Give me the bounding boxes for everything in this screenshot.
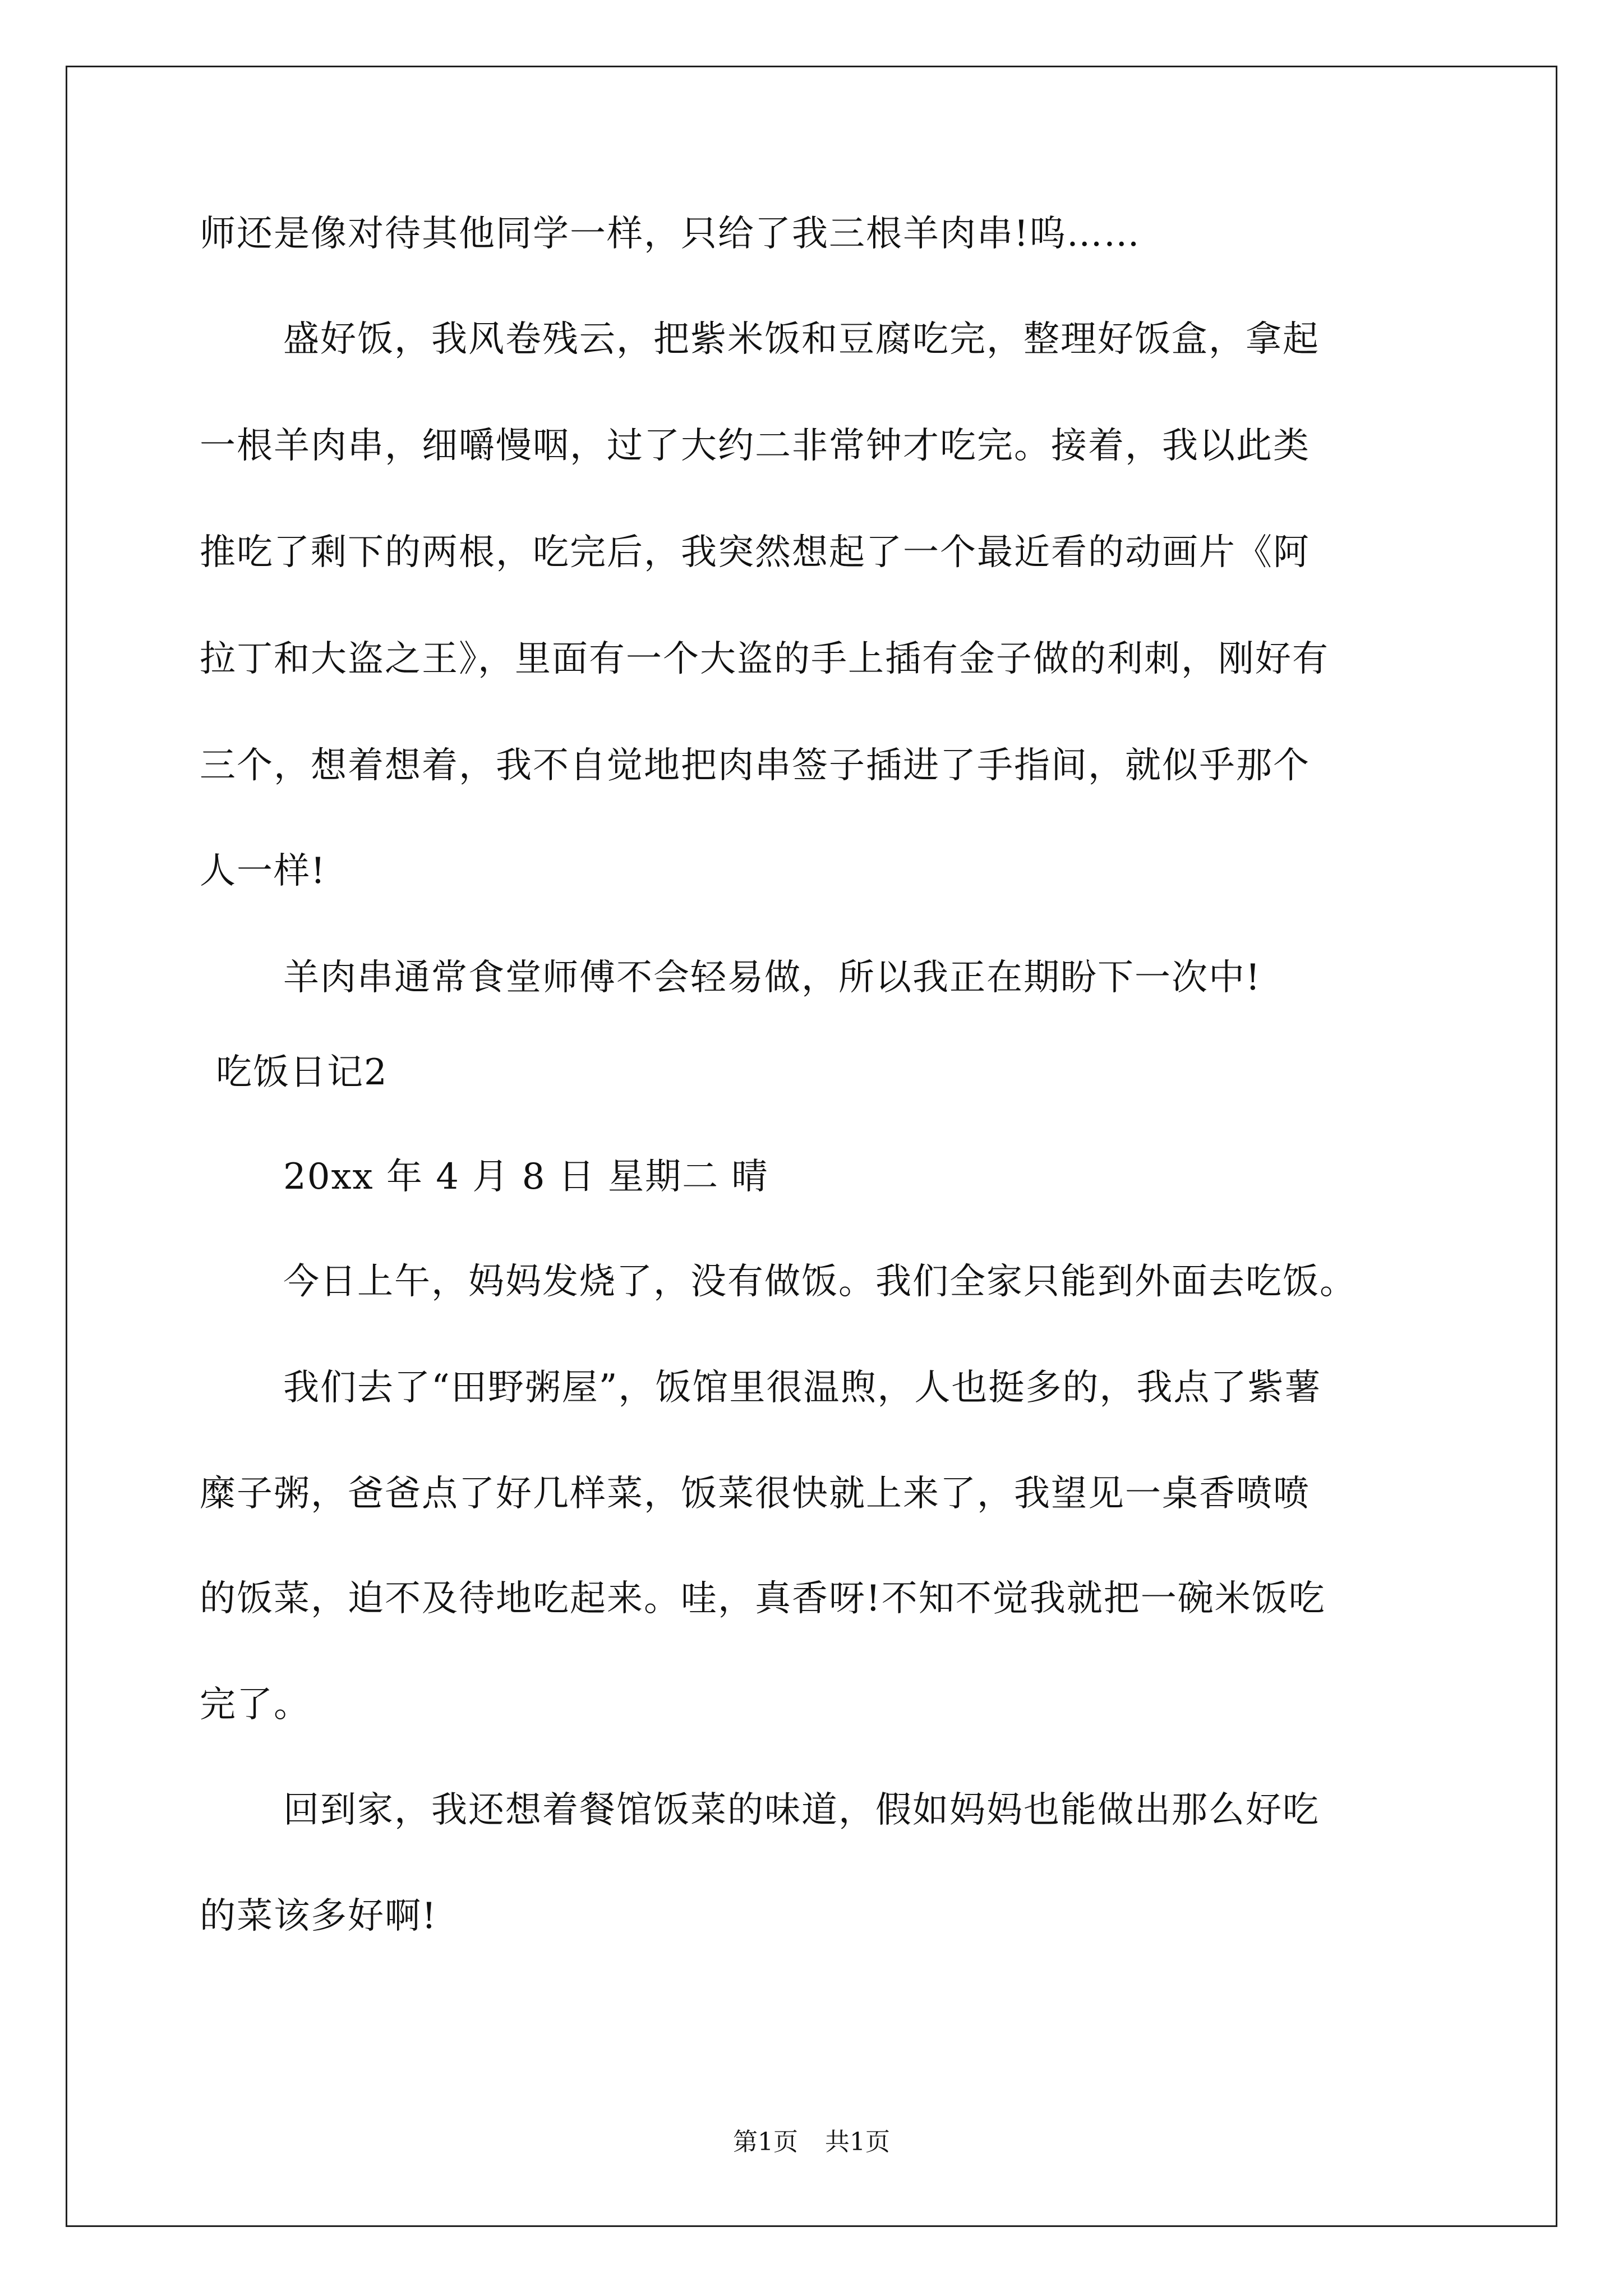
page-total: 共1页	[825, 2128, 890, 2156]
text-line: 人一样!	[200, 850, 326, 892]
text-line: 今日上午，妈妈发烧了，没有做饭。我们全家只能到外面去吃饭。	[283, 1261, 1357, 1303]
text-line: 一根羊肉串，细嚼慢咽，过了大约二非常钟才吃完。接着，我以此类	[200, 425, 1310, 467]
text-line: 推吃了剩下的两根，吃完后，我突然想起了一个最近看的动画片《阿	[200, 532, 1310, 573]
page-number: 第1页	[733, 2128, 798, 2156]
page-footer	[0, 2130, 1623, 2155]
text-line: 师还是像对待其他同学一样，只给了我三根羊肉串!呜……	[200, 213, 1141, 255]
section-heading: 吃饭日记2	[216, 1052, 388, 1093]
text-line: 糜子粥，爸爸点了好几样菜，饭菜很快就上来了，我望见一桌香喷喷	[200, 1473, 1310, 1515]
text-line: 的菜该多好啊!	[200, 1895, 437, 1937]
diary-date: 20xx 年 4 月 8 日 星期二 晴	[283, 1156, 769, 1198]
text-line: 三个，想着想着，我不自觉地把肉串签子插进了手指间，就似乎那个	[200, 745, 1310, 786]
text-line: 拉丁和大盗之王》，里面有一个大盗的手上插有金子做的利刺，刚好有	[200, 638, 1329, 680]
text-line: 羊肉串通常食堂师傅不会轻易做，所以我正在期盼下一次中!	[283, 957, 1261, 999]
text-line: 完了。	[200, 1684, 311, 1726]
text-line: 的饭菜，迫不及待地吃起来。哇，真香呀!不知不觉我就把一碗米饭吃	[200, 1578, 1326, 1619]
text-line: 盛好饭，我风卷残云，把紫米饭和豆腐吃完，整理好饭盒，拿起	[283, 319, 1320, 360]
text-line: 我们去了“田野粥屋”，饭馆里很温煦，人也挺多的，我点了紫薯	[283, 1367, 1322, 1409]
text-line: 回到家，我还想着餐馆饭菜的味道，假如妈妈也能做出那么好吃	[283, 1789, 1320, 1831]
